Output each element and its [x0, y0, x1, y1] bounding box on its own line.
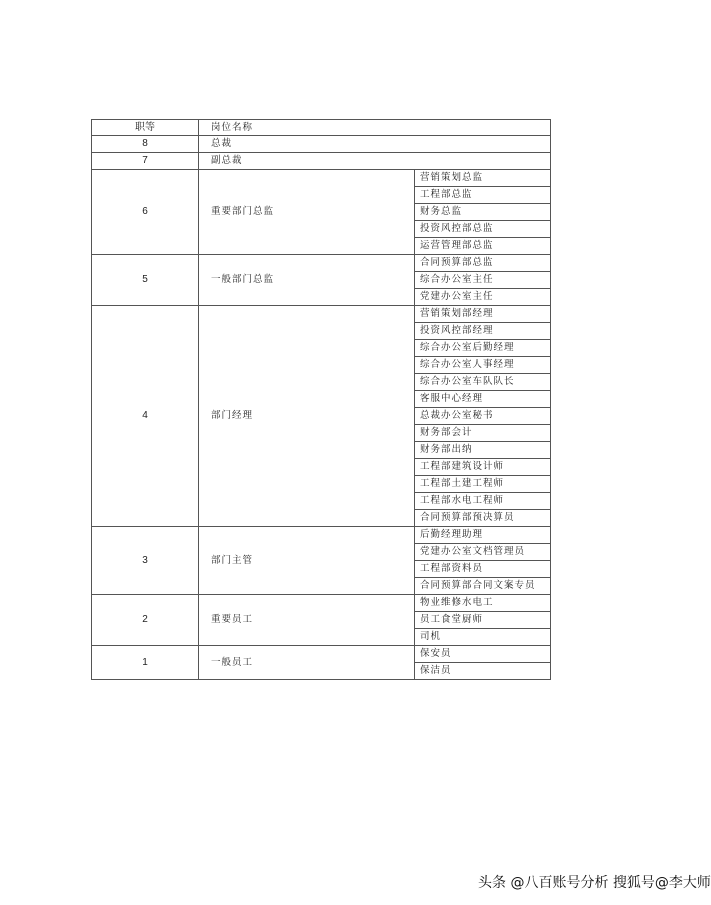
- table-row: [92, 595, 551, 612]
- grade-cell: 5: [92, 255, 199, 306]
- sub-position-cell: 工程部土建工程师: [415, 476, 551, 493]
- header-position: 岗位名称: [199, 120, 551, 136]
- sub-position-cell: 物业维修水电工: [415, 595, 551, 612]
- sub-position-cell: 合同预算部预决算员: [415, 510, 551, 527]
- sub-position-cell: 投资风控部经理: [415, 323, 551, 340]
- table-row: [92, 170, 551, 187]
- grade-cell: 4: [92, 306, 199, 527]
- sub-position-cell: 综合办公室车队队长: [415, 374, 551, 391]
- sub-position-cell: 党建办公室主任: [415, 289, 551, 306]
- sub-position-cell: 员工食堂厨师: [415, 612, 551, 629]
- table-header-row: [92, 120, 551, 136]
- sub-position-cell: 营销策划总监: [415, 170, 551, 187]
- grade-cell: 3: [92, 527, 199, 595]
- sub-position-cell: 财务总监: [415, 204, 551, 221]
- sub-position-cell: 合同预算部总监: [415, 255, 551, 272]
- position-cell: 副总裁: [199, 153, 551, 170]
- sub-position-cell: 合同预算部合同文案专员: [415, 578, 551, 595]
- table-row: [92, 136, 551, 153]
- sub-position-cell: 工程部建筑设计师: [415, 459, 551, 476]
- grade-cell: 1: [92, 646, 199, 680]
- sub-position-cell: 总裁办公室秘书: [415, 408, 551, 425]
- table-row: [92, 153, 551, 170]
- position-cell: 一般部门总监: [199, 255, 415, 306]
- sub-position-cell: 保洁员: [415, 663, 551, 680]
- header-grade: 职等: [92, 120, 199, 136]
- grade-cell: 7: [92, 153, 199, 170]
- grade-cell: 8: [92, 136, 199, 153]
- sub-position-cell: 工程部水电工程师: [415, 493, 551, 510]
- sub-position-cell: 投资风控部总监: [415, 221, 551, 238]
- sub-position-cell: 运营管理部总监: [415, 238, 551, 255]
- sub-position-cell: 工程部资料员: [415, 561, 551, 578]
- sub-position-cell: 综合办公室主任: [415, 272, 551, 289]
- sub-position-cell: 财务部出纳: [415, 442, 551, 459]
- sub-position-cell: 工程部总监: [415, 187, 551, 204]
- sub-position-cell: 营销策划部经理: [415, 306, 551, 323]
- sub-position-cell: 综合办公室后勤经理: [415, 340, 551, 357]
- position-cell: 部门主管: [199, 527, 415, 595]
- position-cell: 重要部门总监: [199, 170, 415, 255]
- sub-position-cell: 综合办公室人事经理: [415, 357, 551, 374]
- table-row: [92, 646, 551, 663]
- table-row: [92, 306, 551, 323]
- sub-position-cell: 后勤经理助理: [415, 527, 551, 544]
- sub-position-cell: 司机: [415, 629, 551, 646]
- table-body: [92, 136, 551, 680]
- sub-position-cell: 客服中心经理: [415, 391, 551, 408]
- sub-position-cell: 财务部会计: [415, 425, 551, 442]
- grade-cell: 6: [92, 170, 199, 255]
- sub-position-cell: 党建办公室文档管理员: [415, 544, 551, 561]
- table-row: [92, 255, 551, 272]
- grade-cell: 2: [92, 595, 199, 646]
- table-row: [92, 527, 551, 544]
- position-cell: 一般员工: [199, 646, 415, 680]
- position-cell: 总裁: [199, 136, 551, 153]
- position-cell: 部门经理: [199, 306, 415, 527]
- sub-position-cell: 保安员: [415, 646, 551, 663]
- watermark-text: 头条 @八百账号分析 搜狐号@李大师: [478, 875, 711, 891]
- job-grade-table: [91, 119, 551, 680]
- position-cell: 重要员工: [199, 595, 415, 646]
